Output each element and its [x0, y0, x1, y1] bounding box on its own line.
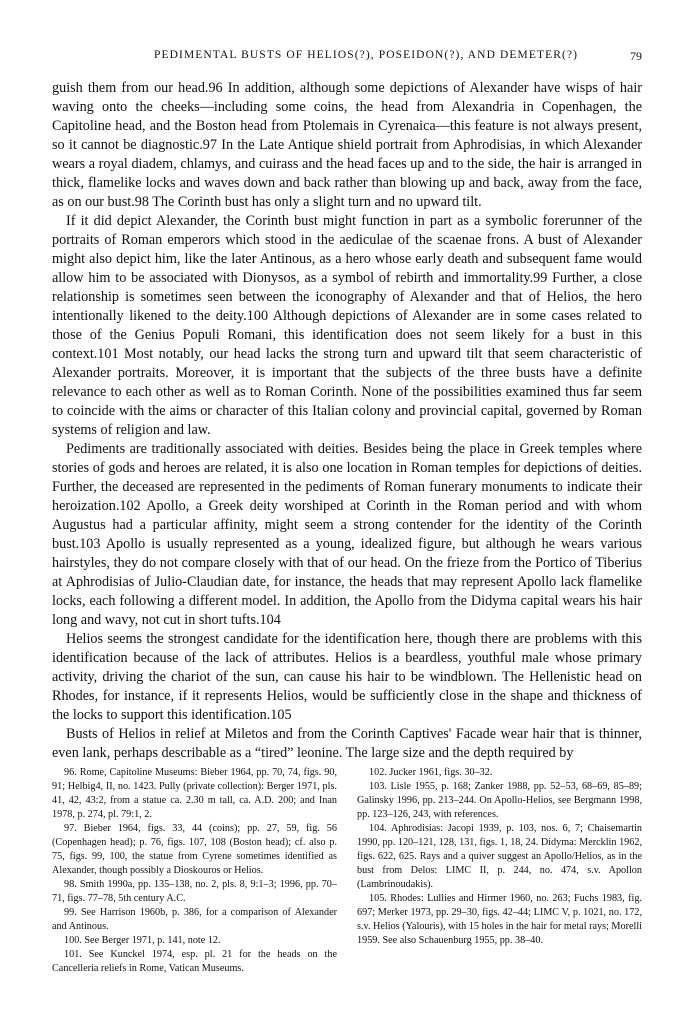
footnote: 98. Smith 1990a, pp. 135–138, no. 2, pls. 8, 9:1–3; 1996, pp. 70–71, figs. 77–78, 5th century A.C.: [52, 879, 337, 904]
footnote: 99. See Harrison 1960b, p. 386, for a comparison of Alexander and Antinous.: [52, 907, 337, 932]
paragraph: Helios seems the strongest candidate for the identification here, though there are problems with this identification because of the lack of attributes. Helios is a beardless, youthful male whose primary activity, driving the chariot of the sun, can cause his hair to be windblown. The Hellenistic head on Rhodes, for instance, if it represents Helios, would be sufficiently close in the shape and thickness of the locks to support this identification.105: [52, 631, 642, 723]
footnote: 104. Aphrodisias: Jacopi 1939, p. 103, nos. 6, 7; Chaisemartin 1990, pp. 120–121, 128, 131, figs. 1, 18, 24. Didyma: Mercklin 1962, figs. 622, 625. Rays and a quiver suggest an Apollo/Helios, as in the bust from Delos: LIMC II, p. 244, no. 474, s.v. Apollon (Lambrinoudakis).: [357, 823, 642, 890]
paragraph: guish them from our head.96 In addition, although some depictions of Alexander have wisps of hair waving onto the cheeks—including some coins, the head from Alexandria in Copenhagen, the Capitoline head, and the Boston head from Ptolemais in Cyrenaica—this feature is not always present, so it cannot be diagnostic.97 In the Late Antique shield portrait from Aphrodisias, in which Alexander wears a royal diadem, chlamys, and cuirass and the head faces up and to the side, the hair is arranged in thick, flamelike locks and waves down and back rather than blowing up and back, away from the face, as on our bust.98 The Corinth bust has only a slight turn and no upward tilt.: [52, 80, 642, 210]
footnotes: [52, 766, 642, 976]
running-title: PEDIMENTAL BUSTS OF HELIOS(?), POSEIDON(?), AND DEMETER(?): [154, 49, 579, 61]
footnote: 96. Rome, Capitoline Museums: Bieber 1964, pp. 70, 74, figs. 90, 91; Helbig4, II, no. 1423. Pully (private collection): Berger 1971, pls. 41, 42, 43:2, from a statue ca. 2.30 m tall, ca. A.D. 200; and Inan 1978, p. 274, pl. 79:1, 2.: [52, 767, 337, 820]
footnote: 100. See Berger 1971, p. 141, note 12.: [64, 935, 221, 946]
body-text: [52, 79, 642, 763]
footnote: 101. See Kunckel 1974, esp. pl. 21 for the heads on the Cancelleria reliefs in Rome, Vatican Museums.: [52, 949, 337, 974]
running-head: [52, 49, 642, 65]
footnote: 105. Rhodes: Lullies and Hirmer 1960, no. 263; Fuchs 1983, fig. 697; Merker 1973, pp. 29–30, figs. 42–44; LIMC V, p. 1021, no. 172, s.v. Helios (Yalouris), with 15 holes in the hair for metal rays; Morelli 1959. See also Schauenburg 1955, pp. 38–40.: [357, 893, 642, 946]
footnote: 97. Bieber 1964, figs. 33, 44 (coins); pp. 27, 59, fig. 56 (Copenhagen head); p. 76, figs. 107, 108 (Boston head); cf. also p. 75, figs. 99, 100, the statue from Cyrene sometimes identified as Alexander, though possibly a Dioskouros or Helios.: [52, 823, 337, 876]
page-number: 79: [630, 49, 642, 63]
paragraph: Busts of Helios in relief at Miletos and from the Corinth Captives' Facade wear hair that is thinner, even lank, perhaps describable as a “tired” leonine. The large size and the depth required by: [52, 726, 642, 761]
footnote: 103. Lisle 1955, p. 168; Zanker 1988, pp. 52–53, 68–69, 85–89; Galinsky 1996, pp. 213–244. On Apollo-Helios, see Bergmann 1998, pp. 123–126, 243, with references.: [357, 781, 642, 820]
footnote: 102. Jucker 1961, figs. 30–32.: [369, 767, 493, 778]
paragraph: Pediments are traditionally associated with deities. Besides being the place in Greek temples where stories of gods and heroes are related, it is also one location in Roman temples for depictions of deities. Further, the deceased are represented in the pediments of Roman funerary monuments to indicate their heroization.102 Apollo, a Greek deity worshiped at Corinth in the Roman period and with whom Augustus had a particular affinity, might seem a strong contender for the identity of the Corinth bust.103 Apollo is usually represented as a young, idealized figure, but although he wears various hairstyles, they do not compare closely with that of our head. On the frieze from the Portico of Tiberius at Aphrodisias of Julio-Claudian date, for instance, the heads that may represent Apollo lack flamelike locks, each following a different model. In addition, the Apollo from the Didyma capital wears his hair long and wavy, not cut in short tufts.104: [52, 441, 642, 628]
paragraph: If it did depict Alexander, the Corinth bust might function in part as a symbolic forerunner of the portraits of Roman emperors which stood in the aediculae of the scaenae frons. A bust of Alexander might also depict him, like the later Antinous, as a hero whose early death and subsequent fame would allow him to be associated with Dionysos, as a symbol of rebirth and immortality.99 Further, a close relationship is sometimes seen between the iconography of Alexander and that of Helios, the hero intentionally likened to the deity.100 Although depictions of Alexander are in some cases related to those of the Genius Populi Romani, this identification does not seem likely for a bust in this context.101 Most notably, our head lacks the strong turn and upward tilt that seem characteristic of Alexander portraits. Moreover, it is important that the subjects of the three busts have a definite relevance to each other as well as to Roman Corinth. None of the possibilities examined thus far seem to coincide with the aims or character of this Italian colony and provincial capital, governed by Roman systems of religion and law.: [52, 213, 642, 438]
